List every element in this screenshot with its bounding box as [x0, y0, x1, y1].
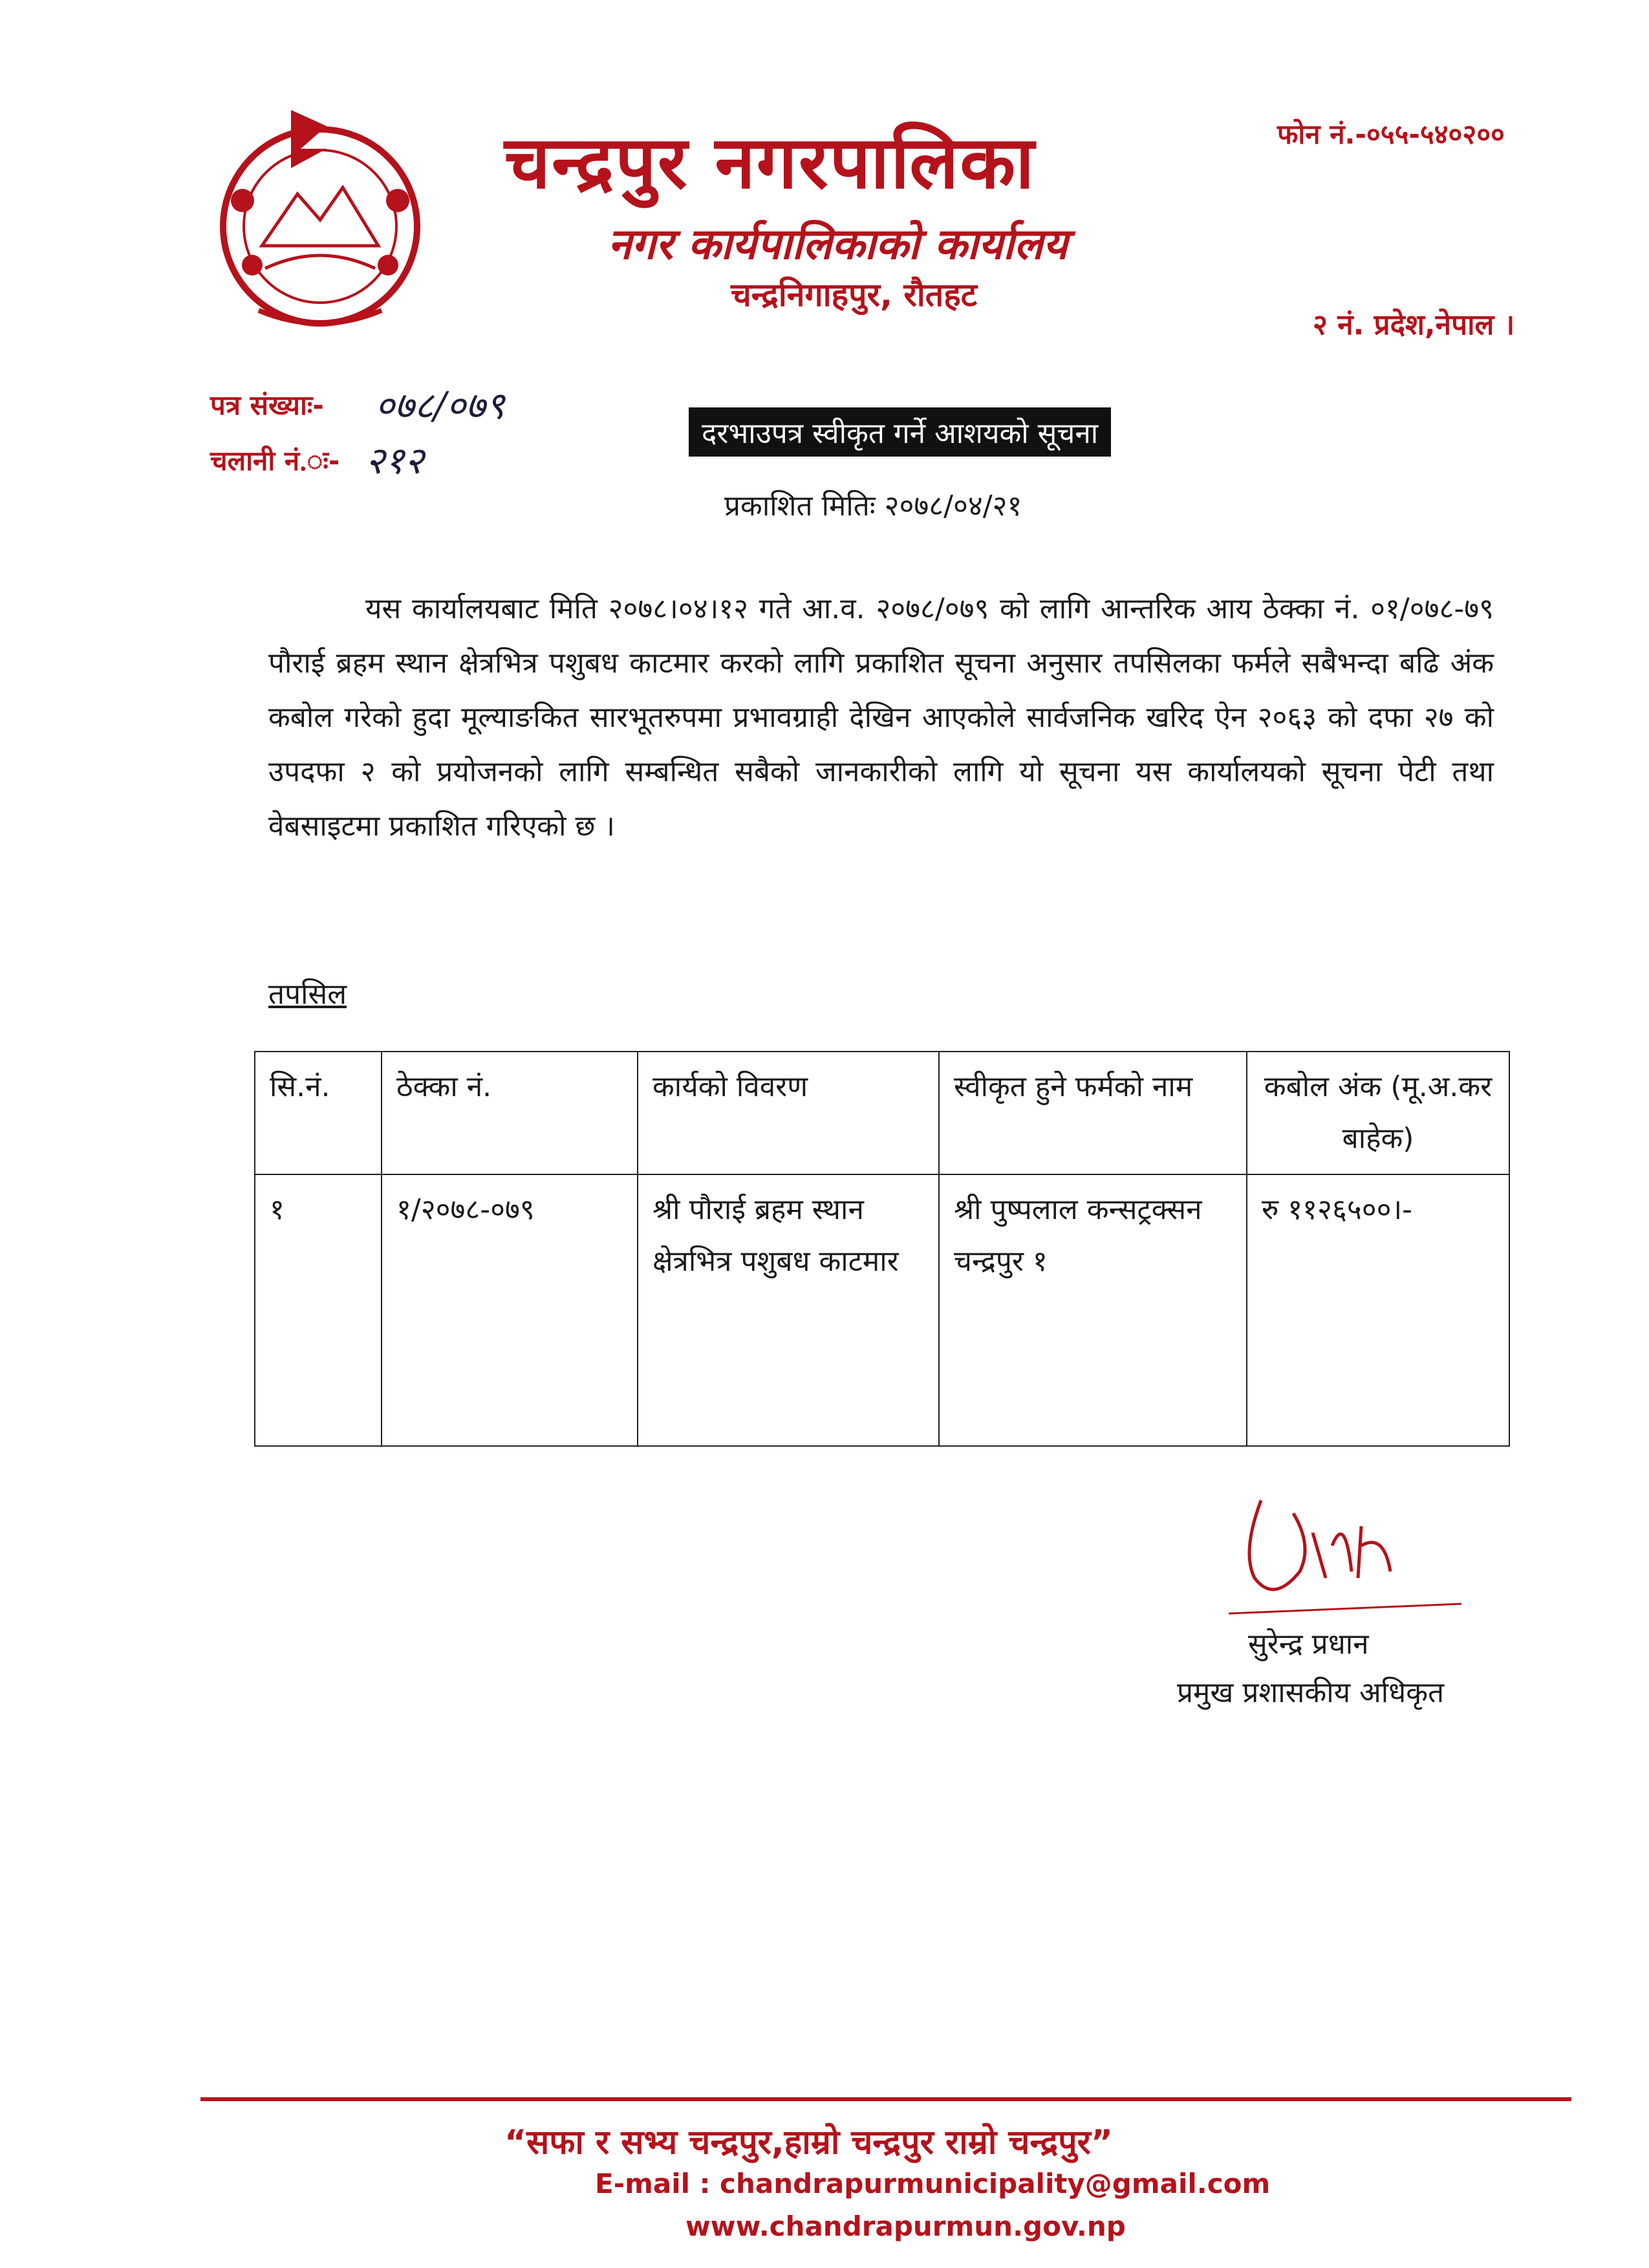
award-table	[254, 1051, 1510, 1447]
notice-body: यस कार्यालयबाट मिति २०७८।०४।१२ गते आ.व. २०७८/०७९ को लागि आन्तरिक आय ठेक्का नं. ०१/०७८-७९ पौराई ब्रहम स्थान क्षेत्रभित्र पशुबध काटमार करको लागि प्रकाशित सूचना अनुसार तपसिलका फर्मले सबैभन्दा बढि अंक कबोल गरेको हुदा मूल्याङकित सारभूतरुपमा प्रभावग्राही देखिन आएकोले सार्वजनिक खरिद ऐन २०६३ को दफा २७ को उपदफा २ को प्रयोजनको लागि सम्बन्धित सबैको जानकारीको लागि यो सूचना यस कार्यालयको सूचना पेटी तथा वेबसाइटमा प्रकाशित गरिएको छ ।	[268, 592, 1494, 843]
office-subtitle: नगर कार्यपालिकाको कार्यालय	[608, 219, 1068, 269]
table-row	[255, 1174, 1509, 1446]
letter-number-label: पत्र संख्याः-	[210, 389, 324, 421]
letter-number-value: ०७८/०७९	[375, 383, 505, 427]
published-date: प्रकाशित मितिः २०७८/०४/२१	[724, 490, 1022, 523]
nepal-emblem-icon	[213, 97, 427, 336]
footer-email: E-mail : chandrapurmunicipality@gmail.com	[595, 2168, 1271, 2199]
province-label: २ नं. प्रदेश,नेपाल ।	[1313, 308, 1515, 341]
table-header-row	[255, 1052, 1509, 1174]
municipality-title: चन्द्रपुर नगरपालिका	[504, 121, 1036, 205]
footer-slogan: “सफा र सभ्य चन्द्रपुर,हाम्रो चन्द्रपुर राम्रो चन्द्रपुर”	[504, 2123, 1114, 2162]
dispatch-number-value: २१२	[365, 438, 424, 482]
footer-divider	[200, 2097, 1571, 2101]
cell-serial: १	[255, 1174, 382, 1446]
col-header-contract-no: ठेक्का नं.	[382, 1052, 638, 1174]
cell-bid-amount: रु ११२६५००।-	[1247, 1174, 1509, 1446]
phone-number: फोन नं.-०५५-५४०२००	[1277, 118, 1505, 150]
notice-title: दरभाउपत्र स्वीकृत गर्ने आशयको सूचना	[689, 407, 1111, 457]
col-header-bid-amount: कबोल अंक (मू.अ.कर बाहेक)	[1247, 1052, 1509, 1174]
schedule-caption: तपसिल	[268, 978, 347, 1011]
signature-icon	[1216, 1474, 1474, 1623]
cell-work-description: श्री पौराई ब्रहम स्थान क्षेत्रभित्र पशुबध काटमार	[638, 1174, 939, 1446]
footer-website: www.chandrapurmun.gov.np	[685, 2210, 1126, 2242]
cell-contract-no: १/२०७८-०७९	[382, 1174, 638, 1446]
signatory-name: सुरेन्द्र प्रधान	[1248, 1628, 1369, 1661]
cell-firm-name: श्री पुष्पलाल कन्सट्रक्सन चन्द्रपुर १	[939, 1174, 1247, 1446]
col-header-serial: सि.नं.	[255, 1052, 382, 1174]
dispatch-number-label: चलानी नं.ः-	[210, 445, 340, 477]
col-header-work-description: कार्यको विवरण	[638, 1052, 939, 1174]
office-location: चन्द्रनिगाहपुर, रौतहट	[731, 276, 978, 314]
signatory-designation: प्रमुख प्रशासकीय अधिकृत	[1177, 1676, 1445, 1709]
col-header-firm-name: स्वीकृत हुने फर्मको नाम	[939, 1052, 1247, 1174]
